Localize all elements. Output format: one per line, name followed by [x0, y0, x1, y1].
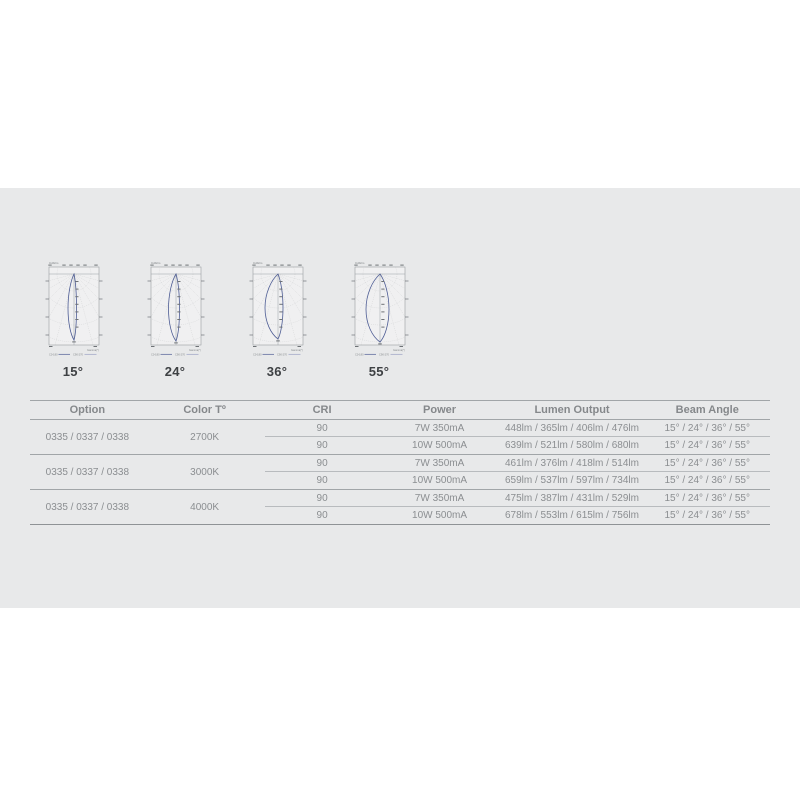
unit-label: Cd/klm [151, 260, 161, 265]
group-right [265, 455, 770, 489]
photometric-diagrams [43, 257, 409, 379]
cri-cell: 90 [316, 457, 328, 469]
legend-c0-180: C0-180 [151, 353, 160, 357]
legend-c0-180: C0-180 [355, 353, 364, 357]
polar-curve-chart [145, 257, 205, 357]
lumen-output-cell: 461lm / 376lm / 418lm / 514lm [504, 457, 639, 469]
header-cell-power: Power [423, 404, 457, 416]
lumen-output-cell: 475lm / 387lm / 431lm / 529lm [504, 492, 639, 504]
gamma-axis-label: Gamma(°) [291, 348, 303, 352]
table-header [30, 400, 770, 420]
photometric-diagram-3 [247, 257, 307, 379]
gamma-axis-label: Gamma(°) [393, 348, 405, 352]
unit-label: Cd/klm [355, 260, 365, 265]
beam-angle-label: 15° [62, 364, 84, 379]
gamma-axis-label: Gamma(°) [189, 348, 201, 352]
power-cell: 7W 350mA [414, 422, 465, 434]
lumen-output-cell: 639lm / 521lm / 580lm / 680lm [504, 440, 639, 451]
table-row [265, 472, 770, 489]
table-row [265, 420, 770, 437]
legend-c0-180: C0-180 [49, 353, 58, 357]
table-group [30, 455, 770, 490]
cri-cell: 90 [316, 440, 328, 451]
gray-panel [0, 188, 800, 608]
table-group [30, 490, 770, 525]
option-cell: 0335 / 0337 / 0338 [45, 466, 130, 478]
group-right [265, 420, 770, 454]
cri-cell: 90 [316, 422, 328, 434]
beam-angle-label: 24° [164, 364, 186, 379]
header-cell-lumen-output: Lumen Output [534, 404, 610, 416]
polar-curve-chart [247, 257, 307, 357]
power-cell: 10W 500mA [412, 475, 468, 486]
header-cell-option: Option [69, 404, 106, 416]
power-cell: 7W 350mA [414, 457, 465, 469]
beam-angle-label: 36° [266, 364, 288, 379]
legend-c90-270: C90-270 [73, 353, 83, 357]
photometric-diagram-1 [43, 257, 103, 379]
table-row [265, 437, 770, 454]
group-right [265, 490, 770, 524]
beam-angle-cell: 15° / 24° / 36° / 55° [664, 510, 750, 521]
power-cell: 7W 350mA [414, 492, 465, 504]
legend-c0-180: C0-180 [253, 353, 262, 357]
cri-cell: 90 [316, 475, 328, 486]
lumen-output-cell: 659lm / 537lm / 597lm / 734lm [504, 475, 639, 486]
group-left [30, 420, 265, 454]
color-temp-cell: 3000K [190, 466, 220, 478]
beam-angle-cell: 15° / 24° / 36° / 55° [664, 475, 750, 486]
legend-c90-270: C90-270 [175, 353, 185, 357]
lumen-output-cell: 678lm / 553lm / 615lm / 756lm [504, 510, 639, 521]
option-cell: 0335 / 0337 / 0338 [45, 501, 130, 513]
header-cell-cri: CRI [312, 404, 332, 416]
header-cell-beam-angle: Beam Angle [675, 404, 739, 416]
option-cell: 0335 / 0337 / 0338 [45, 431, 130, 443]
color-temp-cell: 4000K [190, 501, 220, 513]
table-row [265, 455, 770, 472]
table-row [265, 507, 770, 524]
polar-curve-chart [43, 257, 103, 357]
beam-angle-cell: 15° / 24° / 36° / 55° [664, 422, 750, 434]
table-group [30, 420, 770, 455]
power-cell: 10W 500mA [412, 440, 468, 451]
polar-curve-chart [349, 257, 409, 357]
photometric-diagram-2 [145, 257, 205, 379]
beam-angle-cell: 15° / 24° / 36° / 55° [664, 440, 750, 451]
cri-cell: 90 [316, 510, 328, 521]
header-cell-color-temp: Color Tº [183, 404, 226, 416]
spec-table [30, 400, 770, 525]
lumen-output-cell: 448lm / 365lm / 406lm / 476lm [504, 422, 639, 434]
beam-angle-label: 55° [368, 364, 390, 379]
legend-c90-270: C90-270 [379, 353, 389, 357]
group-left [30, 490, 265, 524]
power-cell: 10W 500mA [412, 510, 468, 521]
table-row [265, 490, 770, 507]
unit-label: Cd/klm [253, 260, 263, 265]
unit-label: Cd/klm [49, 260, 59, 265]
group-left [30, 455, 265, 489]
photometric-diagram-4 [349, 257, 409, 379]
color-temp-cell: 2700K [190, 431, 220, 443]
gamma-axis-label: Gamma(°) [87, 348, 99, 352]
beam-angle-cell: 15° / 24° / 36° / 55° [664, 457, 750, 469]
beam-angle-cell: 15° / 24° / 36° / 55° [664, 492, 750, 504]
legend-c90-270: C90-270 [277, 353, 287, 357]
cri-cell: 90 [316, 492, 328, 504]
